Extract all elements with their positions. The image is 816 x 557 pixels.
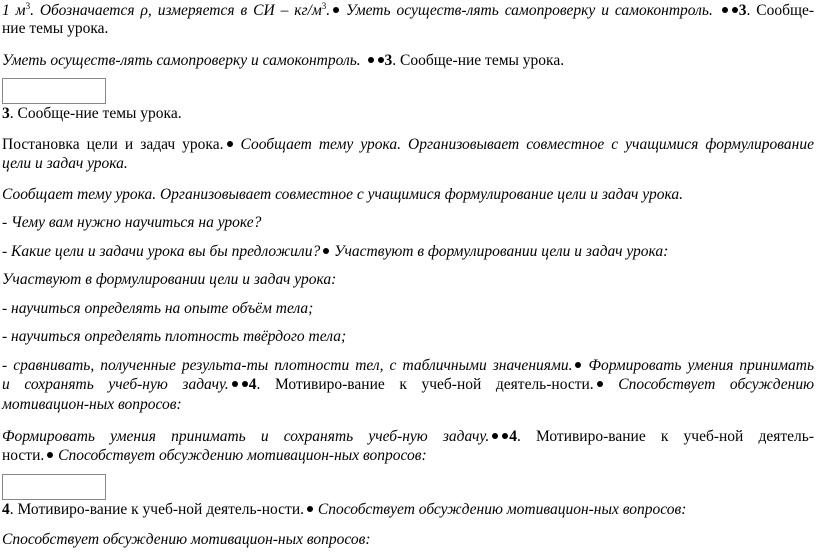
text: Формировать умения принимать и сохранять учеб-ную задачу. [2, 428, 490, 445]
text: и сохранять учеб-ную задачу. [2, 376, 229, 393]
bullet-icon [47, 452, 53, 458]
text: . Мотивиро-вание к учеб-ной деятель- [516, 428, 814, 445]
bullet-icon [722, 7, 728, 13]
text: . Сообще-ние темы урока. [9, 105, 182, 122]
bullet-icon [597, 381, 603, 387]
bullet-icon [307, 506, 313, 512]
bullet-icon [378, 57, 384, 63]
text: мотивацион-ных вопросов: [2, 396, 182, 413]
bullet-icon [323, 248, 329, 254]
number: 3 [2, 105, 10, 122]
text: сравнивать, полученные результа-ты плотности тел, с табличными значениями. [13, 357, 573, 374]
text: 1 м [2, 2, 26, 19]
paragraph-10 [2, 327, 346, 347]
paragraph-9 [2, 299, 313, 319]
text: научиться определять плотность твёрдого тела; [11, 328, 347, 345]
paragraph-12-line-2 [2, 446, 427, 466]
number: 4 [2, 501, 10, 518]
text: Способствует обсуждению мотивацион-ных вопросов: [54, 447, 427, 464]
text: . [326, 2, 331, 19]
dash: - [2, 300, 12, 317]
text: Способствует обсуждению [603, 376, 814, 393]
bullet-icon [732, 7, 738, 13]
paragraph-11-line-2 [2, 375, 814, 395]
text: Сообщает тему урока. Организовывает совместное с учащимися формулирование цели и задач урока. [2, 186, 683, 203]
bullet-icon [575, 362, 581, 368]
paragraph-6 [2, 213, 261, 233]
paragraph-4-line-2 [2, 154, 128, 174]
text: Чему вам нужно научиться на уроке? [11, 214, 262, 231]
paragraph-3 [2, 104, 182, 124]
text: . Мотивиро-вание к учеб-ной деятель-ности. [256, 376, 594, 393]
paragraph-12-line-1 [2, 427, 814, 447]
dash: - [2, 357, 14, 374]
text: Участвуют в формулировании цели и задач урока: [2, 271, 337, 288]
bullet-icon [333, 7, 339, 13]
paragraph-4-line-1 [2, 135, 814, 155]
dash: - [2, 328, 12, 345]
superscript: 3 [321, 1, 327, 11]
bullet-icon [502, 433, 508, 439]
paragraph-11-line-1 [2, 356, 814, 376]
paragraph-7 [2, 242, 668, 262]
superscript: 3 [25, 1, 31, 11]
text: научиться определять на опыте объём тела; [11, 300, 314, 317]
empty-box [2, 474, 106, 500]
text: Постановка цели и задач урока. [2, 136, 224, 153]
text: Способствует обсуждению мотивацион-ных вопросов: [2, 531, 371, 548]
text: цели и задач урока. [2, 155, 128, 172]
bullet-icon [227, 141, 233, 147]
dash: - [2, 214, 12, 231]
text: Уметь осуществ-лять самопроверку и самоконтроль. [2, 52, 365, 69]
paragraph-2 [2, 51, 564, 71]
paragraph-1-line-2 [2, 19, 108, 39]
text: . Сообще-ние темы урока. [392, 52, 565, 69]
text: Уметь осуществ-лять самопроверку и самоконтроль. [340, 2, 719, 19]
text: . Сообще- [746, 2, 815, 19]
text: . Обозначается ρ, измеряется в СИ – кг/м [30, 2, 322, 19]
text: ние темы урока. [2, 20, 109, 37]
dash: - [2, 243, 12, 260]
bullet-icon [232, 381, 238, 387]
number: 4 [248, 376, 257, 393]
number: 3 [384, 52, 393, 69]
text: ности. [2, 447, 45, 464]
number: 3 [738, 2, 747, 19]
bullet-icon [242, 381, 248, 387]
text: Способствует обсуждению мотивацион-ных вопросов: [314, 501, 687, 518]
bullet-icon [492, 433, 498, 439]
text: . Мотивиро-вание к учеб-ной деятель-ности. [9, 501, 304, 518]
text: Формировать умения принимать [582, 357, 814, 374]
paragraph-1-line-1 [2, 1, 814, 21]
text: Сообщает тему урока. Организовывает совместное с учащимися формулирование [233, 136, 815, 153]
empty-box [2, 78, 106, 104]
number: 4 [509, 428, 517, 445]
paragraph-13 [2, 500, 686, 520]
paragraph-8 [2, 270, 336, 290]
paragraph-5 [2, 185, 683, 205]
paragraph-11-line-3 [2, 395, 182, 415]
text: Участвуют в формулировании цели и задач урока: [330, 243, 669, 260]
paragraph-14 [2, 530, 371, 550]
text: Какие цели и задачи урока вы бы предложили? [11, 243, 321, 260]
bullet-icon [368, 57, 374, 63]
